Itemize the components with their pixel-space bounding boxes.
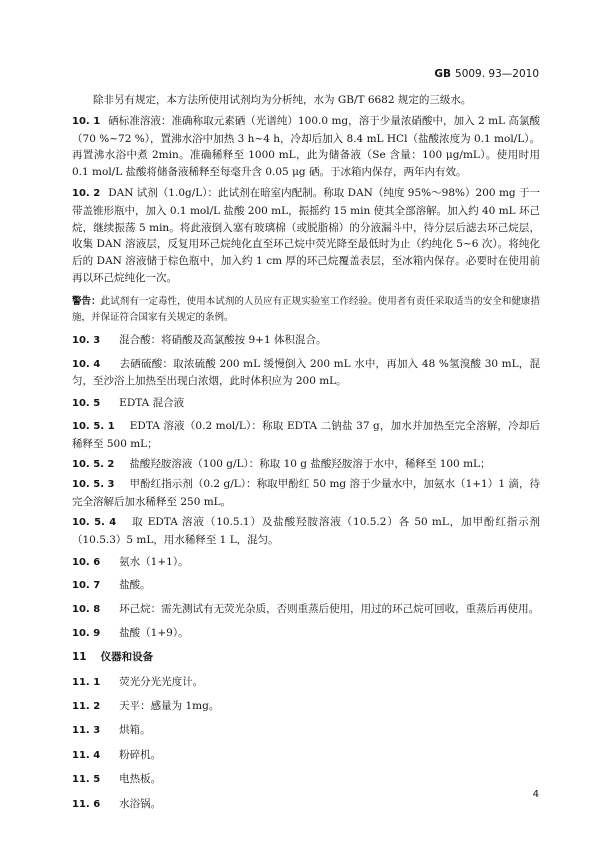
clause-text: EDTA 溶液（0.2 mol/L）：称取 EDTA 二钠盐 37 g，加水并加热至完全溶解，冷却后稀释至 500 mL； xyxy=(72,419,540,450)
standard-prefix: GB xyxy=(434,68,452,80)
clause-10-3 xyxy=(72,332,540,350)
clause-10-9 xyxy=(72,625,540,643)
clause-10-1 xyxy=(72,113,540,181)
clause-number: 10. 5 xyxy=(72,398,101,410)
clause-10-4 xyxy=(72,356,540,391)
warning-note xyxy=(72,294,540,326)
clause-text: 取 EDTA 溶液（10.5.1）及盐酸羟胺溶液（10.5.2）各 50 mL，加甲酚红指示剂（10.5.3）5 mL，用水稀释至 1 L，混匀。 xyxy=(72,515,540,546)
clause-11-1 xyxy=(72,674,540,692)
reagent-intro: 除非另有规定，本方法所使用试剂均为分析纯，水为 GB/T 6682 规定的三级水。 xyxy=(93,94,472,106)
clause-10-2 xyxy=(72,185,540,287)
clause-number: 11. 3 xyxy=(72,725,101,737)
clause-number: 11. 6 xyxy=(72,798,101,810)
clause-number: 10. 2 xyxy=(72,187,101,199)
clause-number: 10. 4 xyxy=(72,358,101,370)
page-body xyxy=(72,92,540,820)
page-number: 4 xyxy=(532,789,539,800)
section-title: 仪器和设备 xyxy=(100,650,154,663)
clause-11-3 xyxy=(72,722,540,740)
clause-10-5-1 xyxy=(72,418,540,453)
clause-text: 电热板。 xyxy=(119,773,162,786)
clause-10-5-3 xyxy=(72,476,540,511)
clause-number: 10. 5. 1 xyxy=(72,420,115,432)
clause-11-5 xyxy=(72,771,540,789)
clause-number: 11. 2 xyxy=(72,701,101,712)
clause-10-5 xyxy=(72,395,540,413)
clause-text: 水浴锅。 xyxy=(119,797,162,810)
clause-10-5-4 xyxy=(72,514,540,549)
clause-11-4 xyxy=(72,747,540,765)
clause-text: 环己烷：需先测试有无荧光杂质，否则重蒸后使用，用过的环己烷可回收，重蒸后再使用。 xyxy=(119,603,540,616)
standard-number: 5009. 93—2010 xyxy=(455,68,539,80)
clause-number: 11. 1 xyxy=(72,676,101,688)
clause-number: 10. 5. 2 xyxy=(72,458,115,470)
clause-text: 盐酸羟胺溶液（100 g/L）：称取 10 g 盐酸羟胺溶于水中，稀释至 100 mL； xyxy=(129,457,491,470)
clause-number: 11. 5 xyxy=(72,774,101,786)
clause-number: 10. 7 xyxy=(72,580,101,592)
clause-text: 粉碎机。 xyxy=(119,748,162,761)
clause-text: 甲酚红指示剂（0.2 g/L）：称取甲酚红 50 mg 溶于少量水中，加氨水（1+1）1 滴，待完全溶解后加水稀释至 250 mL。 xyxy=(72,478,540,509)
clause-text: 混合酸：将硝酸及高氯酸按 9+1 体积混合。 xyxy=(119,333,327,346)
clause-text: 盐酸（1+9）。 xyxy=(119,626,189,639)
clause-number: 10. 5. 4 xyxy=(72,516,117,528)
clause-text: 硒标准溶液：准确称取元素硒（光谱纯）100.0 mg，溶于少量浓硝酸中，加入 2 mL 高氯酸（70 %~72 %），置沸水浴中加热 3 h~4 h，冷却后加入 8.4 mL HCl（盐酸浓度为 0.1 mol/L）。再置沸水浴中煮 2min。准确稀释至 1000 mL，此为储备液（Se 含量：100 μg/mL）。使用时用 0.1 mol/L 盐酸将储备液稀释至每毫升含 0.05 μg 硒。于冰箱内保存，两年内有效。 xyxy=(72,114,540,179)
clause-number: 10. 6 xyxy=(72,556,101,568)
clause-number: 10. 9 xyxy=(72,627,101,639)
clause-number: 10. 3 xyxy=(72,334,101,346)
warning-label: 警告： xyxy=(72,295,101,307)
clause-11-2 xyxy=(72,698,540,716)
clause-text: 烘箱。 xyxy=(119,724,151,737)
clause-text: 天平：感量为 1mg。 xyxy=(119,700,220,712)
clause-text: 氨水（1+1）。 xyxy=(119,555,189,568)
section-heading-11 xyxy=(72,649,540,666)
clause-text: 荧光分光光度计。 xyxy=(119,675,204,688)
clause-10-8 xyxy=(72,601,540,619)
clause-number: 10. 5. 3 xyxy=(72,479,115,491)
page-header xyxy=(434,67,539,81)
clause-number: 10. 8 xyxy=(72,604,101,616)
section-number: 11 xyxy=(72,650,87,663)
clause-10-5-2 xyxy=(72,456,540,474)
warning-text: 此试剂有一定毒性，使用本试剂的人员应有正规实验室工作经验。使用者有责任采取适当的安全和健康措施，并保证符合国家有关规定的条例。 xyxy=(72,295,540,323)
clause-text: EDTA 混合液 xyxy=(119,397,185,410)
clause-10-6 xyxy=(72,554,540,572)
clause-11-6 xyxy=(72,796,540,814)
clause-10-7 xyxy=(72,577,540,595)
clause-text: DAN 试剂（1.0g/L）：此试剂在暗室内配制。称取 DAN（纯度 95%～98%）200 mg 于一带盖锥形瓶中，加入 0.1 mol/L 盐酸 200 mL，振摇约 15 min 使其全部溶解。加入约 40 mL 环己烷，继续振荡 5 min。将此液倒入塞有玻璃棉（或脱脂棉）的分液漏斗中，待分层后滤去环己烷层，收集 DAN 溶液层，反复用环己烷纯化直至环己烷中荧光降至最低时为止（约纯化 5~6 次）。将纯化后的 DAN 溶液储于棕色瓶中，加入约 1 cm 厚的环己烷覆盖表层，至冰箱内保存。必要时在使用前再以环己烷纯化一次。 xyxy=(72,186,541,284)
clause-number: 10. 1 xyxy=(72,115,101,127)
clause-text: 盐酸。 xyxy=(119,579,151,592)
clause-text: 去硒硫酸：取浓硫酸 200 mL 缓慢倒入 200 mL 水中，再加入 48 %氢溴酸 30 mL，混匀，至沙浴上加热至出现白浓烟，此时体积应为 200 mL。 xyxy=(72,357,540,388)
clause-number: 11. 4 xyxy=(72,749,101,761)
